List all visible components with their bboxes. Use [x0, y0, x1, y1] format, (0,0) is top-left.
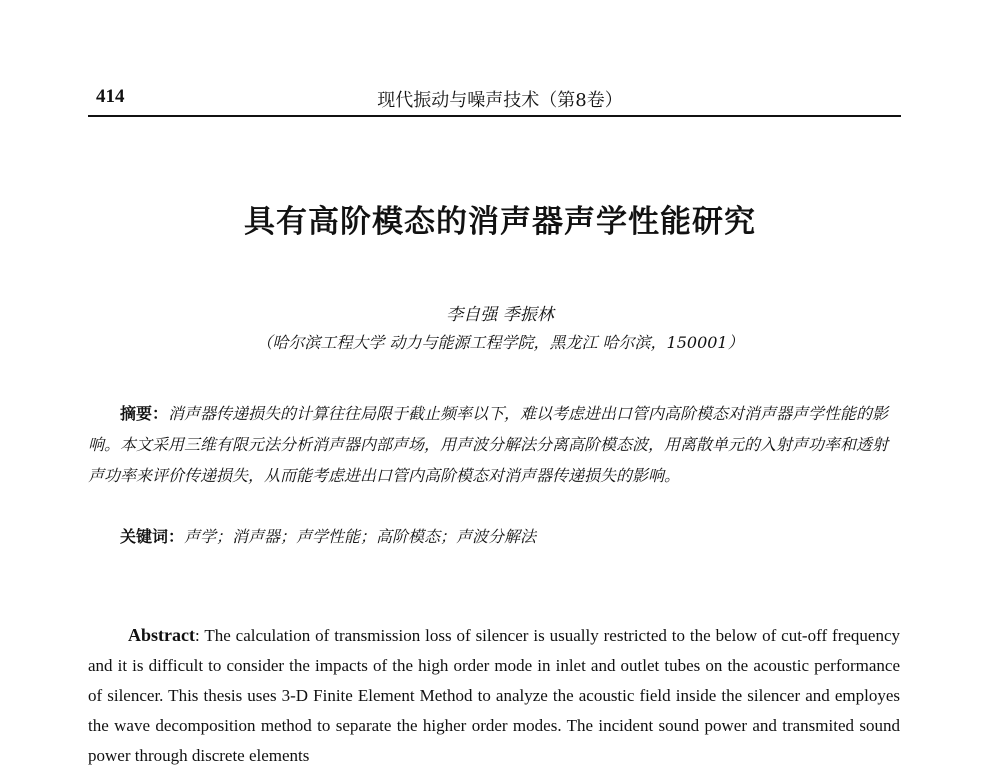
- english-abstract-label: Abstract: [128, 625, 195, 645]
- header-rule: [88, 115, 901, 117]
- chinese-abstract: [88, 398, 900, 491]
- english-abstract-separator: :: [194, 626, 205, 645]
- journal-header: 现代振动与噪声技术（第8卷）: [377, 90, 623, 111]
- affiliation: （哈尔滨工程大学 动力与能源工程学院，黑龙江 哈尔滨，150001）: [256, 333, 744, 352]
- page-number: 414: [96, 86, 125, 107]
- chinese-abstract-text: 消声器传递损失的计算往往局限于截止频率以下，难以考虑进出口管内高阶模态对消声器声学性能的影响。本文采用三维有限元法分析消声器内部声场，用声波分解法分离高阶模态波，用离散单元的入射声功率和透射声功率来评价传递损失，从而能考虑进出口管内高阶模态对消声器传递损失的影响。: [88, 404, 889, 485]
- english-abstract-text: The calculation of transmission loss of silencer is usually restricted to the below of cut-off frequency and it is difficult to consider the impacts of the high order mode in inlet and outlet tubes on the acoustic performance of silencer. This thesis uses 3-D Finite Element Method to analyze the acoustic field inside the silencer and employes the wave decomposition method to separate the higher order modes. The incident sound power and transmited sound power through discrete elements: [88, 626, 900, 765]
- chinese-keywords: [88, 521, 900, 552]
- paper-title: 具有高阶模态的消声器声学性能研究: [244, 204, 756, 240]
- english-abstract: [88, 620, 900, 771]
- authors: 李自强 季振林: [446, 305, 554, 325]
- chinese-keywords-label: 关键词：: [120, 527, 185, 546]
- chinese-keywords-text: 声学；消声器；声学性能；高阶模态；声波分解法: [184, 527, 537, 546]
- chinese-abstract-label: 摘要：: [120, 404, 169, 423]
